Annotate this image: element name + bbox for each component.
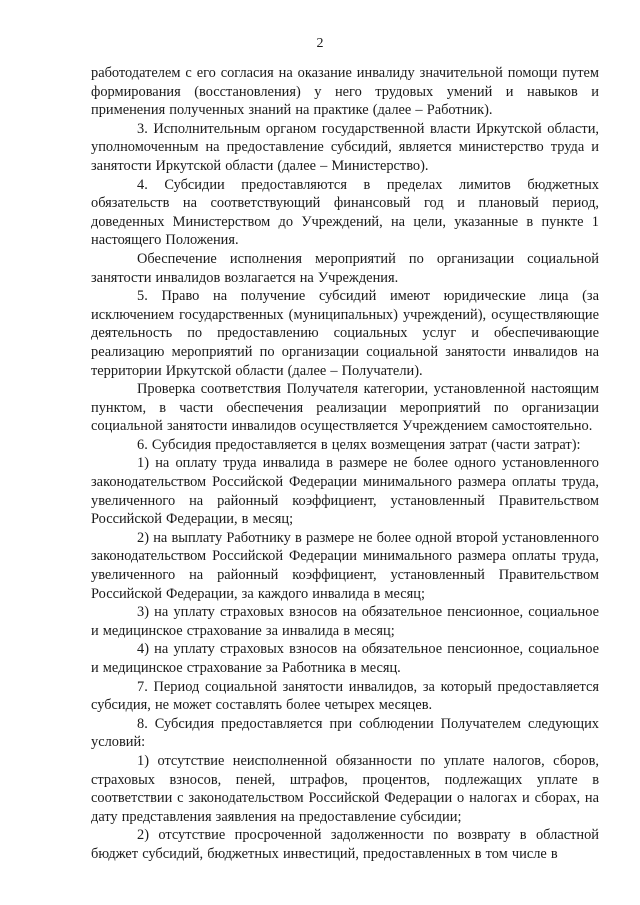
paragraph: 4. Субсидии предоставляются в пределах лимитов бюджетных обязательств на соответствующий финансовый год и плановый период, доведенных Министерством до Учреждений, на цели, указанные в пункте 1 настоящего Положения. [91, 176, 599, 249]
paragraph: 3) на уплату страховых взносов на обязательное пенсионное, социальное и медицинское страхование за инвалида в месяц; [91, 604, 599, 639]
paragraph: 7. Период социальной занятости инвалидов, за который предоставляется субсидия, не может составлять более четырех месяцев. [91, 678, 599, 714]
paragraph: Проверка соответствия Получателя категории, установленной настоящим пунктом, в части обеспечения реализации мероприятий по организации социальной занятости инвалидов осуществляется Учреждением самостоятельно. [91, 381, 599, 435]
paragraph: 2) отсутствие просроченной задолженности по возврату в областной бюджет субсидий, бюджетных инвестиций, предоставленных в том числе в [91, 827, 599, 862]
paragraph: 3. Исполнительным органом государственной власти Иркутской области, уполномоченным на предоставление субсидий, является министерство труда и занятости Иркутской области (далее – Министерство). [91, 120, 599, 174]
paragraph: 8. Субсидия предоставляется при соблюдении Получателем следующих условий: [91, 715, 599, 751]
paragraph: 2) на выплату Работнику в размере не более одной второй установленного законодательством Российской Федерации минимального размера оплаты труда, увеличенного на районный коэффициент, установленный Правительством Российской Федерации, за каждого инвалида в месяц; [91, 529, 599, 602]
paragraph: Обеспечение исполнения мероприятий по организации социальной занятости инвалидов возлагается на Учреждения. [91, 250, 599, 286]
paragraph: 6. Субсидия предоставляется в целях возмещения затрат (части затрат): [137, 436, 581, 453]
paragraph: работодателем с его согласия на оказание инвалиду значительной помощи путем формирования (восстановления) у него трудовых умений и навыков и применения полученных знаний на практике (далее – Работник). [91, 65, 599, 119]
page-number: 2 [316, 36, 324, 51]
paragraph: 1) отсутствие неисполненной обязанности по уплате налогов, сборов, страховых взносов, пеней, штрафов, процентов, подлежащих уплате в соответствии с законодательством Российской Федерации о налогах и сборах, на дату представления заявления на предоставление субсидии; [91, 752, 599, 825]
document-body [91, 64, 599, 864]
paragraph: 5. Право на получение субсидий имеют юридические лица (за исключением государственных (муниципальных) учреждений), осуществляющие деятельность по предоставлению социальных услуг и обеспечивающие реализацию мероприятий по организации социальной занятости инвалидов на территории Иркутской области (далее – Получатели). [91, 288, 599, 379]
paragraph: 1) на оплату труда инвалида в размере не более одного установленного законодательством Российской Федерации минимального размера оплаты труда, увеличенного на районный коэффициент, установленный Правительством Российской Федерации, в месяц; [91, 455, 599, 528]
paragraph: 4) на уплату страховых взносов на обязательное пенсионное, социальное и медицинское страхование за Работника в месяц. [91, 641, 599, 676]
